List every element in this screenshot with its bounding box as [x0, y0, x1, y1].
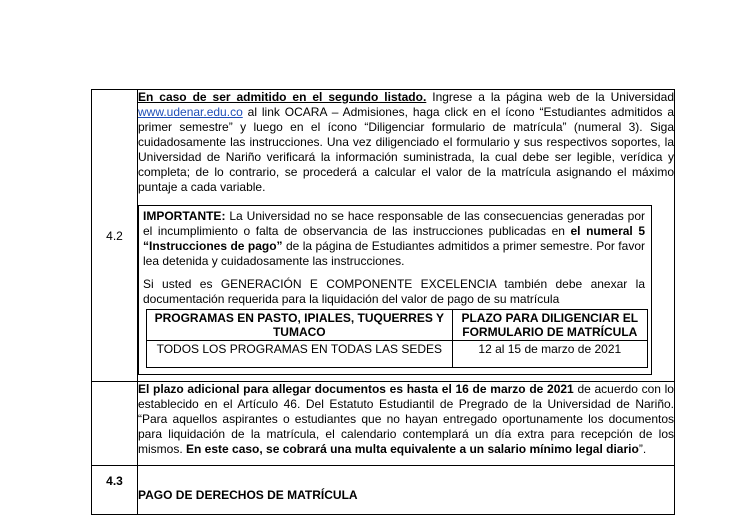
row-content [138, 90, 675, 382]
important-label: IMPORTANTE: [143, 209, 226, 223]
important-paragraph [143, 209, 645, 269]
important-box [138, 205, 652, 375]
row-number-empty [92, 382, 138, 466]
calendar-table [91, 89, 675, 515]
cell-deadline: 12 al 15 de marzo de 2021 [452, 341, 647, 368]
header-programs: PROGRAMAS EN PASTO, IPIALES, TUQUERRES Y TUMACO [147, 310, 453, 341]
extra-text-2: ”. [638, 442, 647, 456]
extra-lead: El plazo adicional para allegar documentos es hasta el 16 de marzo de 2021 [138, 382, 574, 396]
university-link[interactable]: www.udenar.edu.co [138, 105, 243, 119]
paragraph-text-1: Ingrese a la página web de la Universidad [426, 90, 674, 104]
row-content [138, 382, 675, 466]
table-row [92, 466, 675, 515]
row-content [138, 466, 675, 515]
deadline-table [146, 309, 648, 368]
table-header-row [147, 310, 648, 341]
table-row [92, 90, 675, 382]
important-text-2: de la página de Estudiantes admitidos a primer semestre. Por favor lea detenida y cuidadosamente las instrucciones. [143, 239, 645, 268]
important-text-1: La Universidad no se hace responsable de las consecuencias generadas por el incumplimiento o falta de observancia de las instrucciones publicadas en [143, 209, 645, 238]
header-deadline: PLAZO PARA DILIGENCIAR EL FORMULARIO DE MATRÍCULA [452, 310, 647, 341]
cell-programs: TODOS LOS PROGRAMAS EN TODAS LAS SEDES [147, 341, 453, 368]
row-number-label: 4.2 [106, 228, 123, 243]
extra-deadline-paragraph [138, 382, 674, 457]
extra-fine: En este caso, se cobrará una multa equivalente a un salario mínimo legal diario [186, 442, 639, 456]
admission-paragraph [138, 90, 674, 195]
section-title: PAGO DE DERECHOS DE MATRÍCULA [138, 488, 358, 502]
table-row [147, 341, 648, 368]
row-number [92, 466, 138, 515]
row-number-label: 4.3 [106, 474, 123, 488]
numeral-reference: el numeral 5 “Instrucciones de pago” [143, 224, 646, 253]
table-row [92, 382, 675, 466]
excellence-paragraph: Si usted es GENERACIÓN E COMPONENTE EXCELENCIA también debe anexar la documentación requerida para la liquidación del valor de pago de su matrícula [143, 277, 645, 306]
paragraph-lead: En caso de ser admitido en el segundo listado. [138, 90, 427, 104]
extra-text-1: de acuerdo con lo establecido en el Artículo 46. Del Estatuto Estudiantil de Pregrado de la Universidad de Nariño. “Para aquellos aspirantes o estudiantes que no hayan entregado oportunamente los documentos para liquidación de la matrícula, el calendario contemplará un día extra para recepción de los mismos. [138, 382, 674, 456]
row-number [92, 90, 138, 382]
paragraph-text-2: al link OCARA – Admisiones, haga click en el ícono “Estudiantes admitidos a primer semestre” y luego en el ícono “Diligenciar formulario de matrícula” (numeral 3). Siga cuidadosamente las instrucciones. Una vez diligenciado el formulario y sus respectivos soportes, la Universidad de Nariño verificará la información suministrada, la cual debe ser legible, verídica y completa; de lo contrario, se procederá a calcular el valor de la matrícula asignando el máximo puntaje a cada variable. [138, 105, 674, 194]
